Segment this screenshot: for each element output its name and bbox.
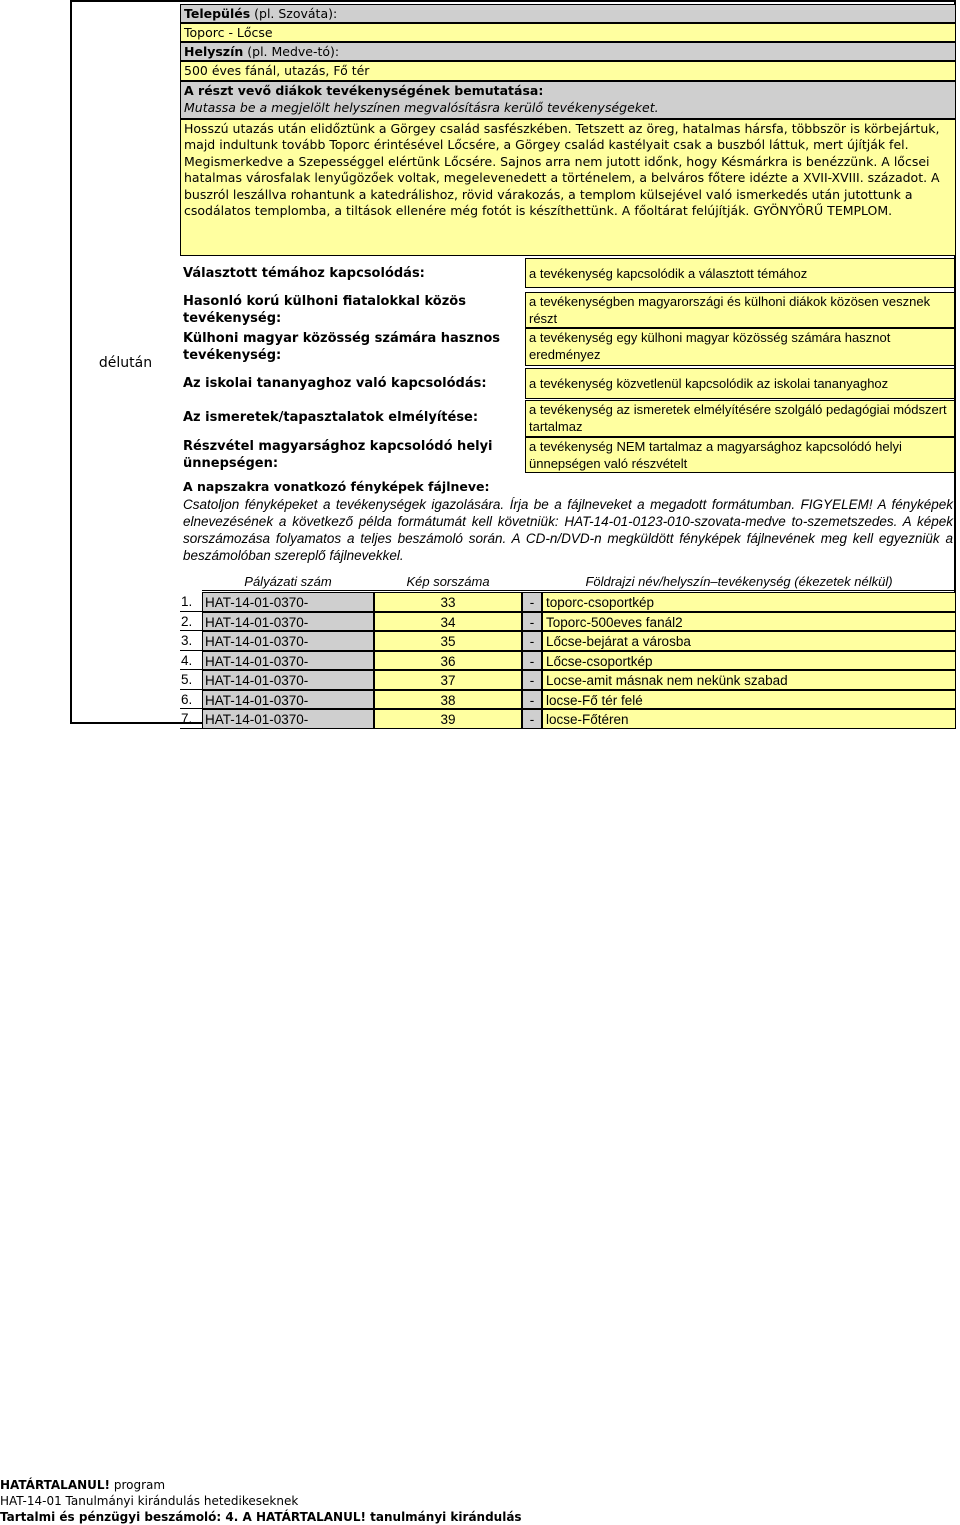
settlement-value[interactable]: Toporc - Lőcse bbox=[180, 23, 956, 42]
photo-row-application-number: HAT-14-01-0370- bbox=[202, 631, 374, 651]
photo-row-index: 1. bbox=[180, 592, 202, 612]
activity-instruction: Mutassa be a megjelölt helyszínen megvalósításra kerülő tevékenységeket. bbox=[184, 100, 659, 115]
time-of-day-label: délután bbox=[98, 355, 153, 371]
photo-row-application-number: HAT-14-01-0370- bbox=[202, 709, 374, 729]
criterion-label-4: Az iskolai tananyaghoz való kapcsolódás: bbox=[183, 376, 487, 391]
photos-heading bbox=[180, 478, 956, 496]
criterion-value-1[interactable]: a tevékenység kapcsolódik a választott témához bbox=[525, 258, 955, 288]
criterion-value-2[interactable]: a tevékenységben magyarországi és külhoni diákok közösen vesznek részt bbox=[525, 292, 955, 328]
photo-row-index: 6. bbox=[180, 690, 202, 710]
criterion-value-4[interactable]: a tevékenység közvetlenül kapcsolódik az iskolai tananyaghoz bbox=[525, 368, 955, 399]
place-value[interactable]: 500 éves fánál, utazás, Fő tér bbox=[180, 61, 956, 81]
col-header-image-number: Kép sorszáma bbox=[374, 573, 522, 591]
footer-line-1 bbox=[0, 1477, 165, 1493]
col-header-application-number: Pályázati szám bbox=[202, 573, 374, 591]
photo-row bbox=[180, 592, 956, 612]
criterion-label-3: Külhoni magyar közösség számára hasznos tevékenység: bbox=[183, 331, 500, 363]
photo-row-separator: - bbox=[522, 592, 542, 612]
footer-program-name: HATÁRTALANUL! bbox=[0, 1478, 111, 1492]
photo-row-application-number: HAT-14-01-0370- bbox=[202, 651, 374, 671]
criterion-label-5: Az ismeretek/tapasztalatok elmélyítése: bbox=[183, 410, 479, 425]
photo-row-separator: - bbox=[522, 651, 542, 671]
photo-row bbox=[180, 631, 956, 651]
photo-row bbox=[180, 612, 956, 632]
photo-row-location-activity[interactable]: Toporc-500eves fanál2 bbox=[542, 612, 956, 632]
photo-row-image-number[interactable]: 33 bbox=[374, 592, 522, 612]
criterion-value-5[interactable]: a tevékenység az ismeretek elmélyítésére szolgáló pedagógiai módszert tartalmaz bbox=[525, 400, 955, 437]
place-label: Helyszín bbox=[184, 44, 244, 59]
photo-row-separator: - bbox=[522, 670, 542, 690]
photo-row-location-activity[interactable]: Lőcse-csoportkép bbox=[542, 651, 956, 671]
settlement-label: Település bbox=[184, 6, 251, 21]
footer-line-3: Tartalmi és pénzügyi beszámoló: 4. A HATÁRTALANUL! tanulmányi kirándulás bbox=[0, 1510, 522, 1524]
photo-row-index: 4. bbox=[180, 651, 202, 671]
criterion-label-6: Részvétel magyarsághoz kapcsolódó helyi ünnepségen: bbox=[183, 439, 493, 471]
photo-row bbox=[180, 690, 956, 710]
criterion-value-3[interactable]: a tevékenység egy külhoni magyar közösség számára hasznot eredményez bbox=[525, 328, 955, 366]
photo-row-application-number: HAT-14-01-0370- bbox=[202, 670, 374, 690]
photo-row-location-activity[interactable]: Locse-amit másnak nem nekünk szabad bbox=[542, 670, 956, 690]
photo-row-image-number[interactable]: 34 bbox=[374, 612, 522, 632]
activity-description[interactable]: Hosszú utazás után elidőztünk a Görgey család sasfészkében. Tetszett az öreg, hatalmas hársfa, többször is körbejártuk, majd indultunk tovább Toporc érintésével Lőcsére, a Görgey család kastélyait csak a buszból láttuk, mert újítják fel. Megismerkedve a Szepességgel elértünk Lőcsére. Sajnos arra nem jutott időnk, hogy Késmárkra is benézzünk. A lőcsei hatalmas városfalak lenyűgözőek voltak, megelevenedett a történelem, a belváros főtere idézte a XVII-XVIII. századot. A buszról leszállva rohantunk a katedrálishoz, rövid várakozás, a templom külsejével való ismerkedés után jutottunk a csodálatos templomba, a tiltások ellenére még fotót is készíthettünk. A főoltárat felújítják. GYÖNYÖRŰ TEMPLOM. bbox=[180, 119, 956, 256]
settlement-hint: (pl. Szováta): bbox=[250, 6, 338, 21]
photo-row-location-activity[interactable]: Lőcse-bejárat a városba bbox=[542, 631, 956, 651]
activity-heading: A részt vevő diákok tevékenységének bemutatása: bbox=[184, 83, 544, 98]
photo-row-separator: - bbox=[522, 612, 542, 632]
place-hint: (pl. Medve-tó): bbox=[243, 44, 340, 59]
criterion-value-6[interactable]: a tevékenység NEM tartalmaz a magyarsághoz kapcsolódó helyi ünnepségen való részvételt bbox=[525, 437, 955, 473]
photo-row-image-number[interactable]: 36 bbox=[374, 651, 522, 671]
report-frame bbox=[70, 0, 956, 727]
col-header-location-activity: Földrajzi név/helyszín–tevékenység (ékezetek nélkül) bbox=[522, 573, 956, 591]
photos-heading-text: A napszakra vonatkozó fényképek fájlneve: bbox=[183, 479, 490, 494]
photo-row-application-number: HAT-14-01-0370- bbox=[202, 612, 374, 632]
settlement-label-row bbox=[180, 4, 956, 23]
criterion-label-1: Választott témához kapcsolódás: bbox=[183, 266, 425, 281]
photo-row-image-number[interactable]: 39 bbox=[374, 709, 522, 729]
photo-row-index: 3. bbox=[180, 631, 202, 651]
photo-row bbox=[180, 709, 956, 729]
photo-row-image-number[interactable]: 35 bbox=[374, 631, 522, 651]
footer-program-suffix: program bbox=[110, 1478, 166, 1492]
photo-row-location-activity[interactable]: toporc-csoportkép bbox=[542, 592, 956, 612]
photo-row-application-number: HAT-14-01-0370- bbox=[202, 592, 374, 612]
photo-row-separator: - bbox=[522, 690, 542, 710]
photo-row-image-number[interactable]: 37 bbox=[374, 670, 522, 690]
photo-row-index: 2. bbox=[180, 612, 202, 632]
criterion-label-2: Hasonló korú külhoni fiatalokkal közös tevékenység: bbox=[183, 294, 466, 326]
activity-heading-row bbox=[180, 81, 956, 119]
photo-row-separator: - bbox=[522, 709, 542, 729]
place-label-row bbox=[180, 42, 956, 61]
photo-row bbox=[180, 670, 956, 690]
photo-row-index: 5. bbox=[180, 670, 202, 690]
photo-row-separator: - bbox=[522, 631, 542, 651]
photo-row-index: 7. bbox=[180, 709, 202, 729]
photo-row-location-activity[interactable]: locse-Fő tér felé bbox=[542, 690, 956, 710]
photo-row bbox=[180, 651, 956, 671]
photo-row-location-activity[interactable]: locse-Főtéren bbox=[542, 709, 956, 729]
footer-line-2: HAT-14-01 Tanulmányi kirándulás hetedikeseknek bbox=[0, 1494, 299, 1508]
photos-instruction: Csatoljon fényképeket a tevékenységek igazolására. Írja be a fájlneveket a megadott formátumban. FIGYELEM! A fényképek elnevezésének a következő példa formátumát kell követniük: HAT-14-01-0123-010-szovata-medve to-szemetszedes. A képek sorszámozása folyamatos a teljes beszámoló során. A CD-n/DVD-n megküldött fényképek fájlnevének meg kell egyezniük a beszámolóban szereplő fájlnevekkel. bbox=[183, 497, 953, 563]
photo-row-image-number[interactable]: 38 bbox=[374, 690, 522, 710]
photo-row-application-number: HAT-14-01-0370- bbox=[202, 690, 374, 710]
